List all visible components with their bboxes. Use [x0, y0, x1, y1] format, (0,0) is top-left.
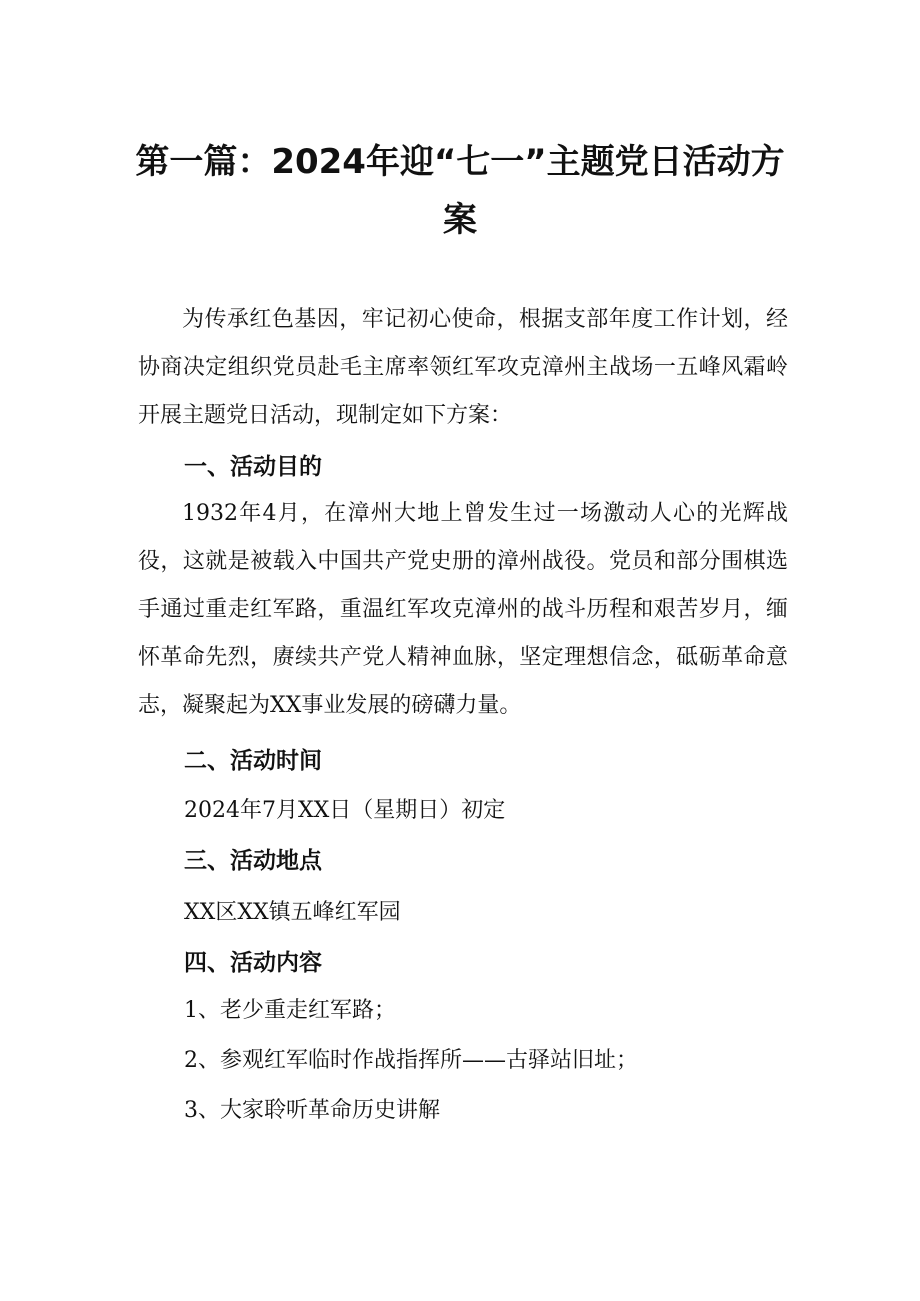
activity-location-text: XX区XX镇五峰红军园 [184, 900, 401, 925]
document-title-line-1: 第一篇：2024年迎“七一”主题党日活动方 [135, 142, 785, 182]
intro-paragraph: 为传承红色基因，牢记初心使命，根据支部年度工作计划，经协商决定组织党员赴毛主席率领红军攻克漳州主战场一五峰风霜岭开展主题党日活动，现制定如下方案： [138, 307, 788, 428]
section-heading-time: 二、活动时间 [184, 748, 322, 774]
section-heading-content: 四、活动内容 [184, 950, 322, 976]
list-item: 3、大家聆听革命历史讲解 [184, 1098, 440, 1123]
activity-time-text: 2024年7月XX日（星期日）初定 [184, 798, 506, 823]
section-heading-location: 三、活动地点 [184, 848, 322, 874]
list-item: 2、参观红军临时作战指挥所——古驿站旧址； [184, 1048, 638, 1073]
purpose-paragraph: 1932年4月，在漳州大地上曾发生过一场激动人心的光辉战役，这就是被载入中国共产党史册的漳州战役。党员和部分围棋选手通过重走红军路，重温红军攻克漳州的战斗历程和艰苦岁月，缅怀革命先烈，赓续共产党人精神血脉，坚定理想信念，砥砺革命意志，凝聚起为XX事业发展的磅礴力量。 [138, 501, 788, 718]
list-item: 1、老少重走红军路； [184, 998, 396, 1023]
document-title-line-2: 案 [443, 200, 477, 240]
section-heading-purpose: 一、活动目的 [184, 454, 322, 480]
